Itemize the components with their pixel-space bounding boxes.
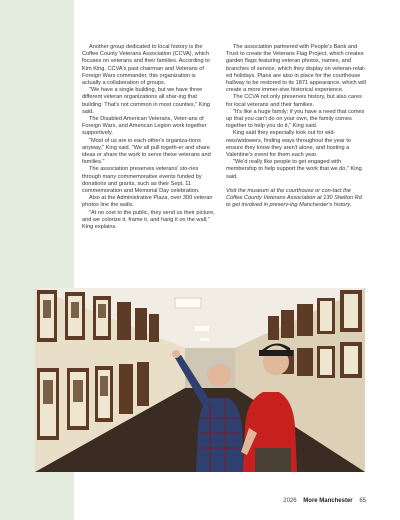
paragraph: The Disabled American Veterans, Veter-ans of Foreign Wars, and American Legion work together supportively. xyxy=(82,116,207,137)
veterans-hallway-photo xyxy=(35,288,365,472)
paragraph: The association preserves veterans' sto-ries through many commemorative events funded by donations and grants, such as their Sept. 11 commemoration and Memorial Day celebration. xyxy=(82,166,202,195)
paragraph: "It's like a huge family: if you have a need that comes up that you can't do on your own, the family comes together to help you do it," King said. xyxy=(226,108,365,130)
paragraph: King said they especially look out for wid-ows/widowers, finding ways throughout the year to ensure they know they aren't alone, and hosting a Valentine's event for them each year. xyxy=(226,130,351,159)
page-folio xyxy=(278,498,366,504)
paragraph: Another group dedicated to local history is the Coffee County Veterans Association (CCVA), which focuses on veterans and their families. According to Kim King, CCVA's past chairman and Veterans of Foreign Wars commander, this organization is actually a collaboration of groups. xyxy=(82,44,210,87)
paragraph: "We'd really like people to get engaged with membership to help support the work that we do," King said. xyxy=(226,159,362,180)
article-column-right xyxy=(226,44,366,209)
article-column-left xyxy=(82,44,216,231)
paragraph: The association partnered with People's Bank and Trust to create the Veterans Flag Project, which creates garden flags featuring veteran photos, names, and branches of service, which they display on veteran-relat-ed holidays. Plans are also in place for the courthouse hallway to be restored to its 1871 appearance, which will create a more immer-sive historical experience. xyxy=(226,44,366,94)
paragraph: The CCVA not only preserves history, but also cares for local veterans and their families. xyxy=(226,94,362,108)
folio-magazine-name: More Manchester xyxy=(303,498,353,504)
folio-page-number: 65 xyxy=(359,498,366,504)
paragraph: "We have a single building, but we have three different veteran organizations all shar-ing that building. That's not common in most counties," King said. xyxy=(82,87,210,115)
closing-note: Visit the museum at the courthouse or con-tact the Coffee County Veterans Association at 130 Shelton Rd. to get involved in preserv-ing Manchester's history. xyxy=(226,187,364,209)
paragraph: Also at the Administrative Plaza, over 300 veteran photos line the walls. xyxy=(82,195,213,209)
paragraph: "Most of us are in each other's organiza-tions anyway," King said. "We all pull togeth-er and share ideas or share the work to serve these veterans and families." xyxy=(82,137,211,166)
paragraph: "At no cost to the public, they send us their picture, and we colorize it, frame it, and hang it on the wall," King explains. xyxy=(82,209,215,231)
photo-illustration xyxy=(35,288,365,472)
folio-year: 2026 xyxy=(283,498,297,504)
